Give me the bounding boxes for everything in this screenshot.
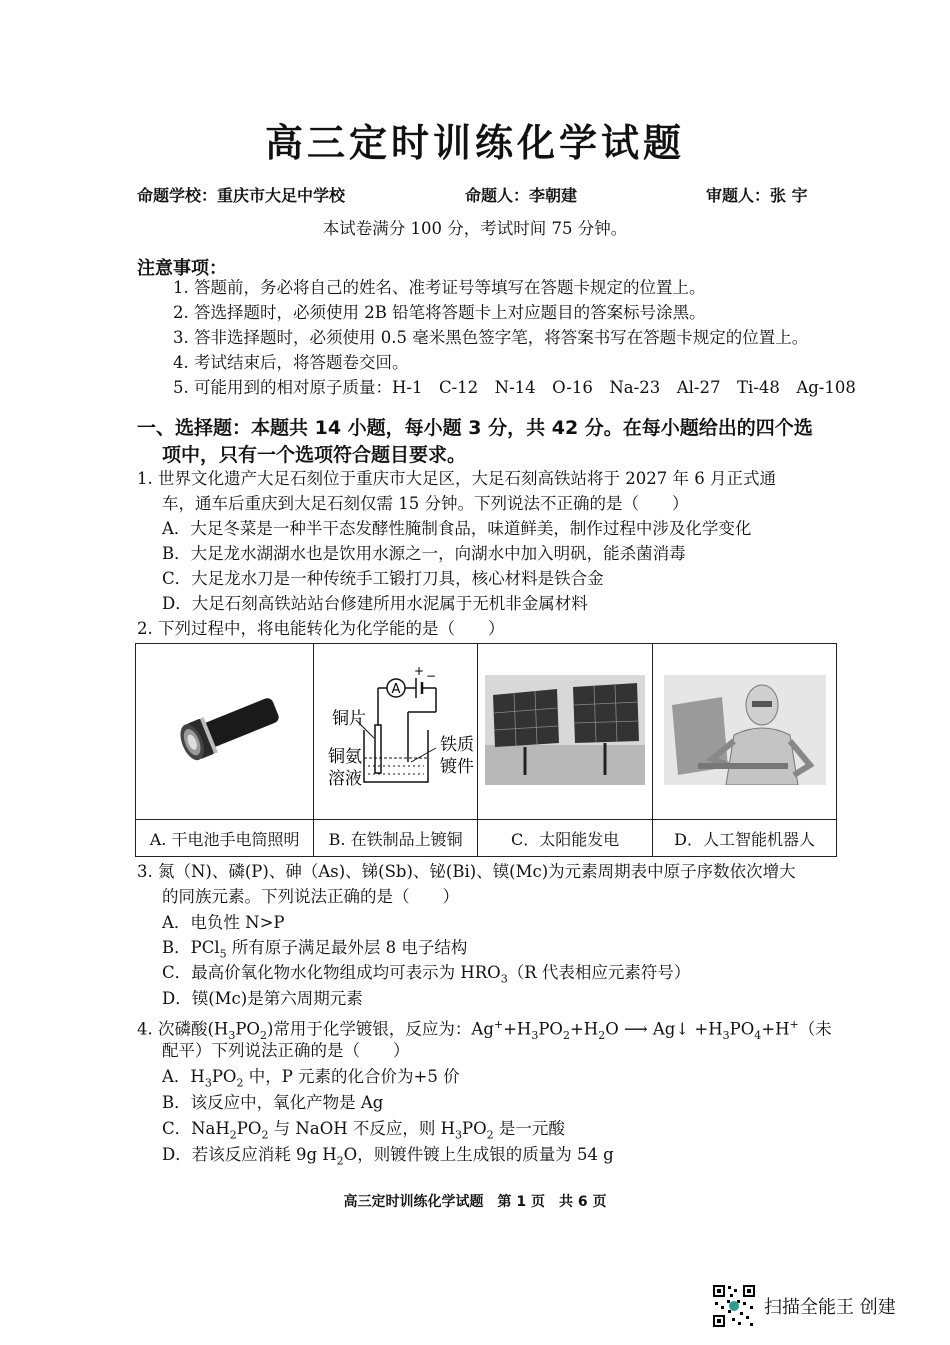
q1-option-b: B．大足龙水湖湖水也是饮用水源之一，向湖水中加入明矾，能杀菌消毒 xyxy=(162,544,686,563)
q4-stem: 4. 次磷酸$(H_3PO_2)$常用于化学镀银，反应为：$Ag^++H_3PO_2+H_2O$ ⟶ Ag↓ $+H_3PO_4+H^+$（未 xyxy=(137,1018,832,1042)
section-heading-cont: 项中，只有一个选项符合题目要求。 xyxy=(162,444,467,466)
q3-option-a: A．电负性 N>P xyxy=(162,913,285,932)
solution-label-1: 铜氨 xyxy=(327,746,362,767)
flashlight-picture xyxy=(136,644,314,820)
q2-options-table xyxy=(135,643,837,857)
robot-picture xyxy=(653,644,837,820)
q4-option-b: B．该反应中，氧化产物是 Ag xyxy=(162,1093,384,1112)
electroplating-icon xyxy=(316,650,476,810)
q3-option-b: B．PCl$_5$ 所有原子满足最外层 8 电子结构 xyxy=(162,938,468,961)
page-footer: 高三定时训练化学试题 第 1 页 共 6 页 xyxy=(343,1194,607,1210)
q1-option-d: D．大足石刻高铁站站台修建所用水泥属于无机非金属材料 xyxy=(162,594,588,613)
ammeter-label: A xyxy=(391,681,401,697)
q4-option-a: A．$H_3PO_2$ 中，P 元素的化合价为+5 价 xyxy=(162,1067,460,1090)
solution-label-2: 溶液 xyxy=(327,768,362,789)
notice-item: 3. 答非选择题时，必须使用 0.5 毫米黑色签字笔，将答案书写在答题卡规定的位置上。 xyxy=(173,328,809,347)
electroplating-diagram xyxy=(314,644,478,820)
section-heading: 一、选择题：本题共 14 小题，每小题 3 分，共 42 分。在每小题给出的四个选 xyxy=(137,417,813,439)
q2-option-d: D．人工智能机器人 xyxy=(653,820,837,857)
q2-option-c: C．太阳能发电 xyxy=(478,820,653,857)
solar-panel-icon xyxy=(485,675,645,785)
flashlight-icon xyxy=(160,690,290,770)
notice-heading: 注意事项： xyxy=(137,258,227,279)
q4-stem-cont: 配平）下列说法正确的是（ ） xyxy=(162,1041,410,1060)
copper-label: 铜片 xyxy=(331,708,366,729)
minus-sign: − xyxy=(425,668,436,683)
notice-item: 5. 可能用到的相对原子质量：H-1 C-12 N-14 O-16 Na-23 Al-27 Ti-48 Ag-108 xyxy=(173,378,856,397)
q1-stem: 1. 世界文化遗产大足石刻位于重庆市大足区，大足石刻高铁站将于 2027 年 6 月正式通 xyxy=(137,469,776,488)
scanner-watermark xyxy=(712,1284,896,1328)
q4-option-c: C．$NaH_2PO_2$ 与 NaOH 不反应，则 $H_3PO_2$ 是一元酸 xyxy=(162,1119,565,1142)
scanner-label: 扫描全能王 创建 xyxy=(764,1297,896,1318)
iron-label-1: 铁质 xyxy=(439,734,474,755)
reviewer-label: 审题人：张 宇 xyxy=(706,186,808,205)
qr-code-icon xyxy=(712,1284,756,1328)
q1-option-a: A．大足冬菜是一种半干态发酵性腌制食品，味道鲜美，制作过程中涉及化学变化 xyxy=(162,519,752,538)
author-label: 命题人：李朝建 xyxy=(465,186,578,205)
q3-option-c: C．最高价氧化物水化物组成均可表示为 $HRO_3(R$ 代表相应元素符号） xyxy=(162,963,691,986)
robot-icon xyxy=(664,675,826,785)
notice-item: 2. 答选择题时，必须使用 2B 铅笔将答题卡上对应题目的答案标号涂黑。 xyxy=(173,303,706,322)
q3-option-d: D．镆(Mc)是第六周期元素 xyxy=(162,989,363,1008)
solar-panel-picture xyxy=(478,644,653,820)
q1-stem-cont: 车，通车后重庆到大足石刻仅需 15 分钟。下列说法不正确的是（ ） xyxy=(162,494,689,513)
page-title: 高三定时训练化学试题 xyxy=(264,121,685,165)
notice-item: 1. 答题前，务必将自己的姓名、准考证号等填写在答题卡规定的位置上。 xyxy=(173,278,706,297)
iron-label-2: 镀件 xyxy=(439,756,474,777)
q3-stem-cont: 的同族元素。下列说法正确的是（ ） xyxy=(162,887,459,906)
exam-info: 本试卷满分 100 分，考试时间 75 分钟。 xyxy=(322,219,628,238)
q4-option-d: D．若该反应消耗 9g $H_2O$，则镀件镀上生成银的质量为 54 g xyxy=(162,1145,614,1168)
q2-stem: 2. 下列过程中，将电能转化为化学能的是（ ） xyxy=(137,619,505,638)
q2-option-a: A. 干电池手电筒照明 xyxy=(136,820,314,857)
q1-option-c: C．大足龙水刀是一种传统手工锻打刀具，核心材料是铁合金 xyxy=(162,569,604,588)
plus-sign: + xyxy=(413,663,424,678)
notice-item: 4. 考试结束后，将答题卷交回。 xyxy=(173,353,409,372)
q3-stem: 3. 氮（N)、磷(P)、砷（As)、锑(Sb)、铋(Bi)、镆(Mc)为元素周期表中原子序数依次增大 xyxy=(137,862,796,881)
school-label: 命题学校：重庆市大足中学校 xyxy=(137,186,346,205)
q2-option-b: B. 在铁制品上镀铜 xyxy=(314,820,478,857)
